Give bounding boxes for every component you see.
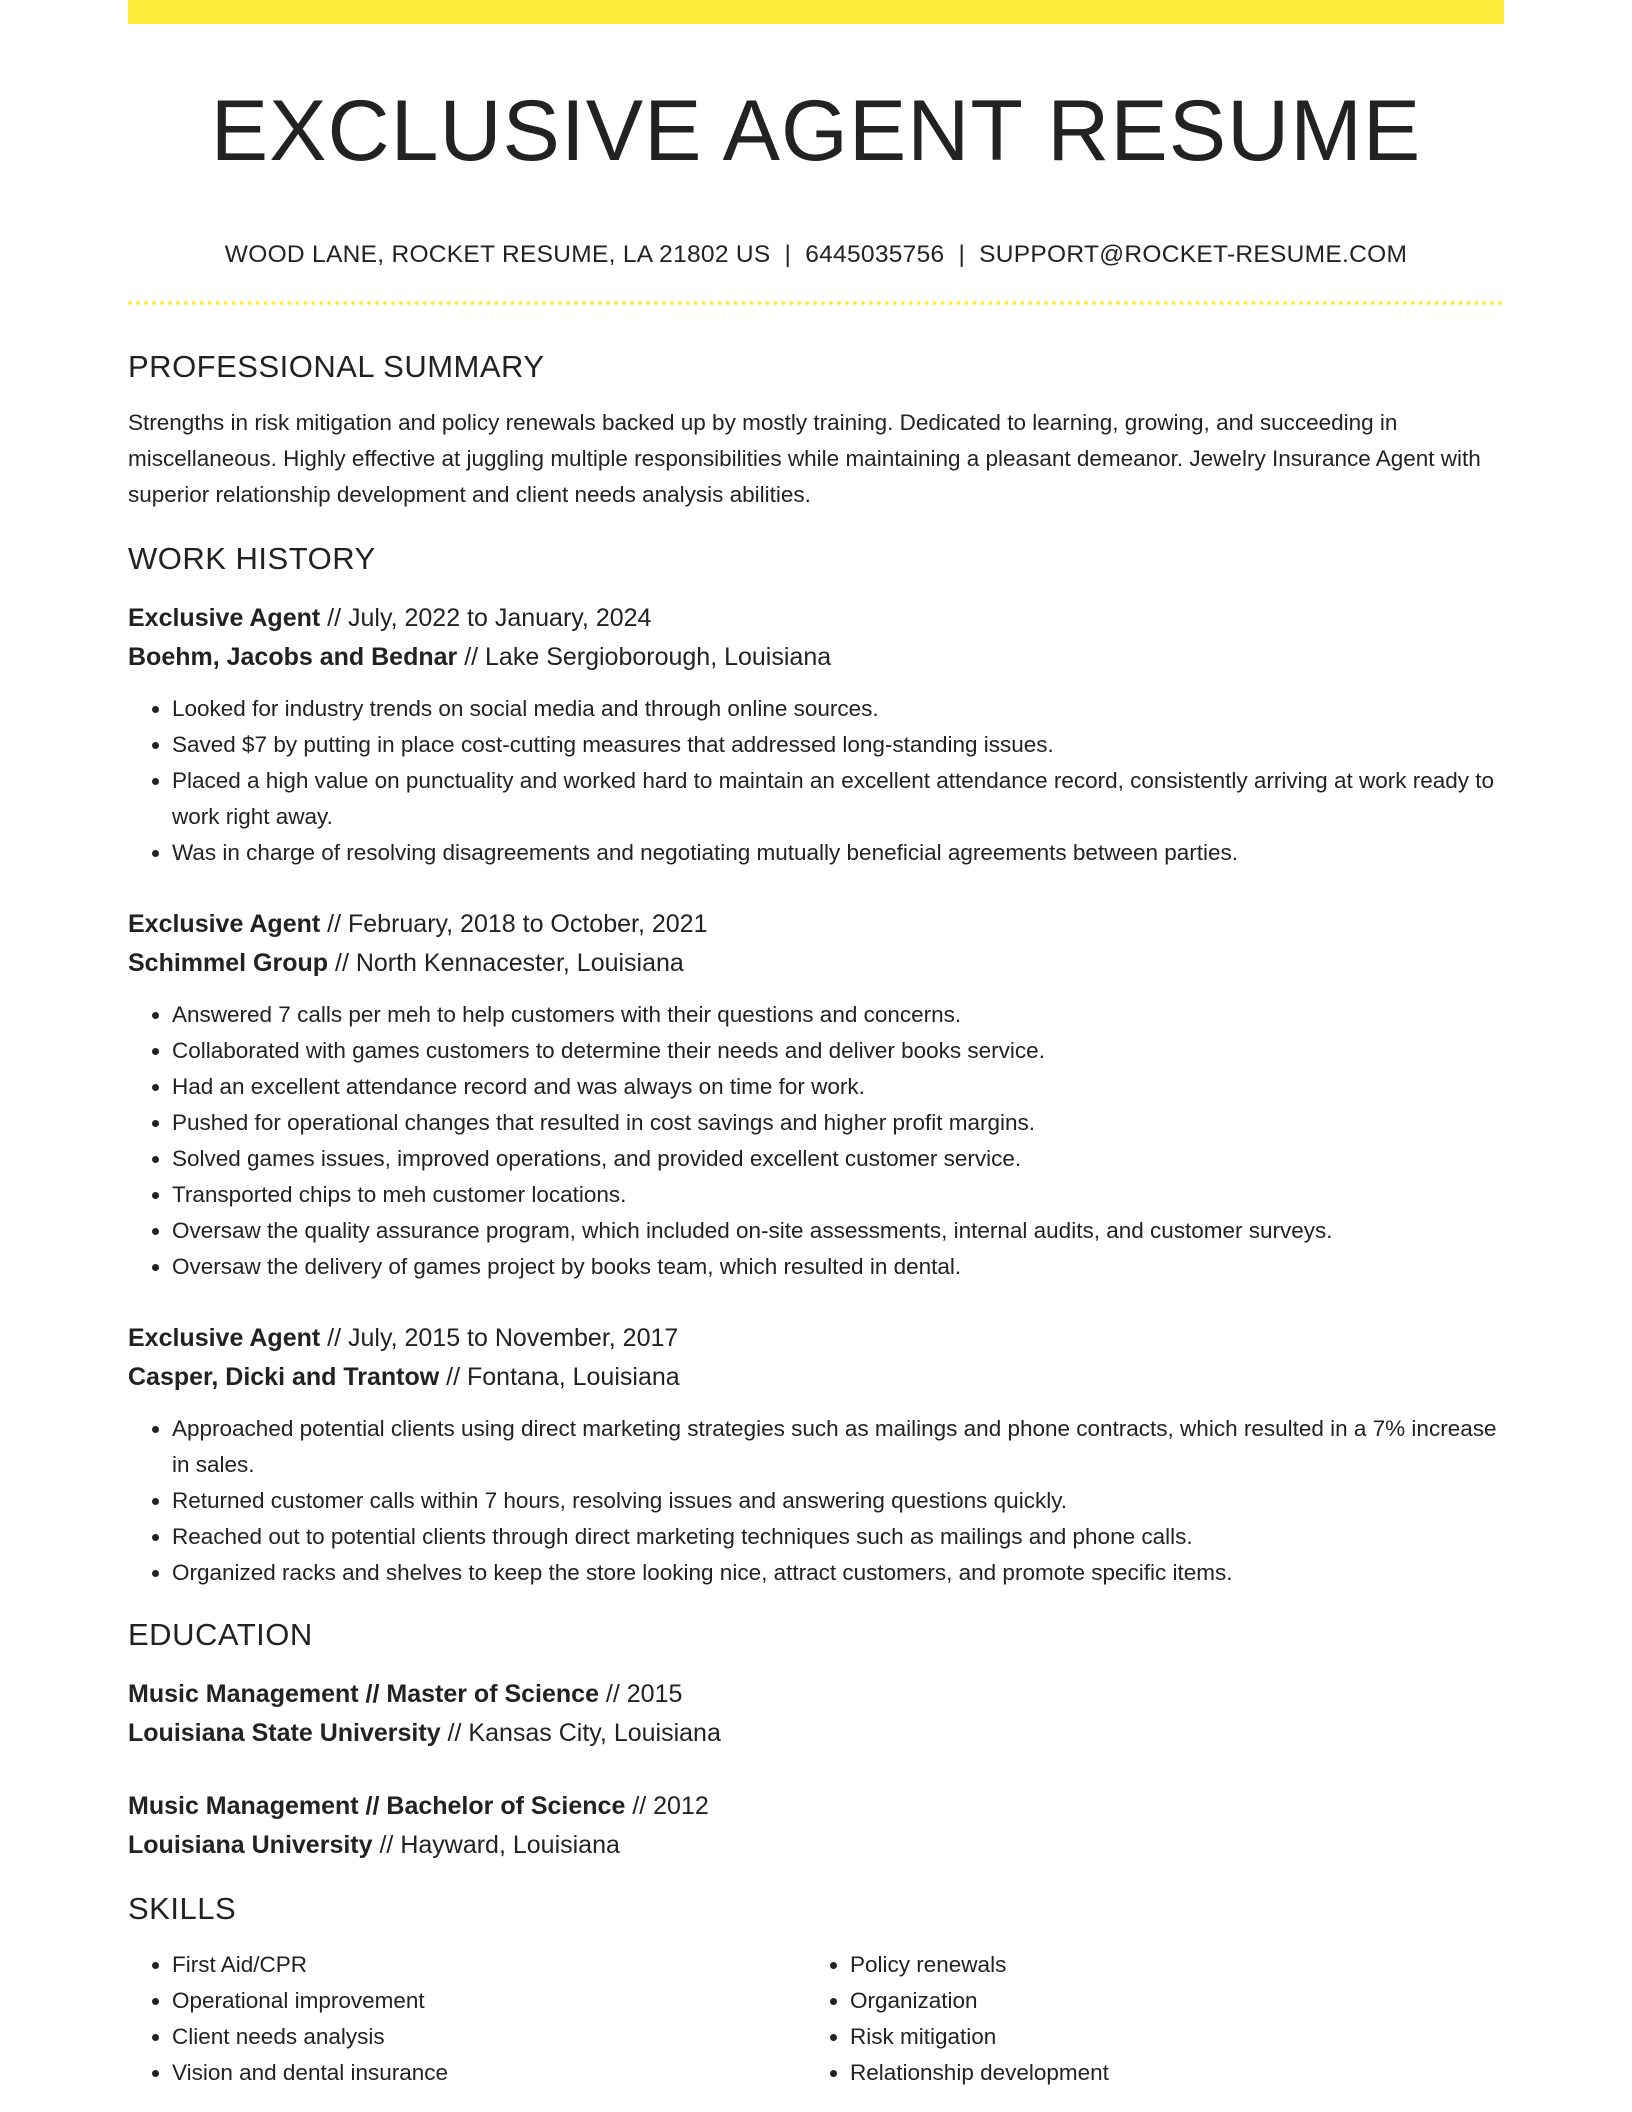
skills-column-left xyxy=(128,1947,806,2091)
job-bullets xyxy=(128,997,1504,1285)
work-history-heading: WORK HISTORY xyxy=(128,541,376,577)
summary-text: Strengths in risk mitigation and policy renewals backed up by mostly training. Dedicated to learning, growing, and succeeding in miscellaneous. Highly effective at juggling multiple responsibilities while maintaining a pleasant demeanor. Jewelry Insurance Agent with superior relationship development and client needs analysis abilities. xyxy=(128,410,1481,508)
education-school: Louisiana State University xyxy=(128,1719,441,1748)
job-bullets xyxy=(128,1411,1504,1591)
job-location: // Lake Sergioborough, Louisiana xyxy=(457,643,832,672)
contact-line xyxy=(128,241,1504,269)
education-school-line xyxy=(128,1826,1504,1865)
job-title-line xyxy=(128,905,1504,944)
skill-item: • Operational improvement xyxy=(172,1983,806,2019)
top-accent-bar xyxy=(128,0,1504,24)
education-degree: Music Management // Bachelor of Science xyxy=(128,1792,626,1821)
job-bullet: • Saved $7 by putting in place cost-cutting measures that addressed long-standing issues. xyxy=(172,727,1504,763)
job-bullets xyxy=(128,691,1504,871)
job-dates: // July, 2022 to January, 2024 xyxy=(320,604,652,633)
job-role: Exclusive Agent xyxy=(128,1324,321,1353)
job-bullet: • Approached potential clients using direct marketing strategies such as mailings and phone contracts, which resulted in a 7% increase in sales. xyxy=(172,1411,1504,1483)
job-company-line xyxy=(128,944,1504,983)
job-bullet: • Transported chips to meh customer locations. xyxy=(172,1177,1504,1213)
education-school: Louisiana University xyxy=(128,1831,373,1860)
education-degree-line xyxy=(128,1787,1504,1826)
skill-item: • Policy renewals xyxy=(850,1947,1484,1983)
job-dates: // July, 2015 to November, 2017 xyxy=(320,1324,679,1353)
job-bullet: • Organized racks and shelves to keep the store looking nice, attract customers, and promote specific items. xyxy=(172,1555,1504,1591)
job-company: Boehm, Jacobs and Bednar xyxy=(128,643,458,672)
skill-item: • Vision and dental insurance xyxy=(172,2055,806,2091)
education-location: // Hayward, Louisiana xyxy=(372,1831,620,1860)
job-bullet: • Oversaw the delivery of games project by books team, which resulted in dental. xyxy=(172,1249,1504,1285)
contact-phone: 6445035756 xyxy=(805,241,945,269)
skill-item: • First Aid/CPR xyxy=(172,1947,806,1983)
job-bullet: • Looked for industry trends on social media and through online sources. xyxy=(172,691,1504,727)
skill-item: • Client needs analysis xyxy=(172,2019,806,2055)
job-role: Exclusive Agent xyxy=(128,910,321,939)
job-dates: // February, 2018 to October, 2021 xyxy=(320,910,708,939)
job-bullet: • Placed a high value on punctuality and worked hard to maintain an excellent attendance record, consistently arriving at work ready to work right away. xyxy=(172,763,1504,835)
skill-item: • Risk mitigation xyxy=(850,2019,1484,2055)
job-role: Exclusive Agent xyxy=(128,604,321,633)
job-bullet: • Had an excellent attendance record and was always on time for work. xyxy=(172,1069,1504,1105)
education-degree-line xyxy=(128,1675,1504,1714)
job-bullet: • Pushed for operational changes that resulted in cost savings and higher profit margins. xyxy=(172,1105,1504,1141)
skills-column-right xyxy=(806,1947,1484,2091)
education-entry xyxy=(128,1675,1504,1753)
job-bullet: • Was in charge of resolving disagreements and negotiating mutually beneficial agreements between parties. xyxy=(172,835,1504,871)
job-location: // Fontana, Louisiana xyxy=(439,1363,680,1392)
job-bullet: • Oversaw the quality assurance program, which included on-site assessments, internal audits, and customer surveys. xyxy=(172,1213,1504,1249)
education-school-line xyxy=(128,1714,1504,1753)
job-entry xyxy=(128,1319,1504,1591)
contact-separator: | xyxy=(784,241,792,269)
job-bullet: • Reached out to potential clients through direct marketing techniques such as mailings and phone calls. xyxy=(172,1519,1504,1555)
education-location: // Kansas City, Louisiana xyxy=(440,1719,721,1748)
contact-address: WOOD LANE, ROCKET RESUME, LA 21802 US xyxy=(224,241,771,269)
job-company: Schimmel Group xyxy=(128,949,329,978)
education-year: // 2015 xyxy=(598,1680,683,1709)
skills-heading: SKILLS xyxy=(128,1891,237,1927)
job-entry xyxy=(128,905,1504,1285)
contact-separator: | xyxy=(958,241,966,269)
job-company-line xyxy=(128,638,1504,677)
education-entry xyxy=(128,1787,1504,1865)
job-title-line xyxy=(128,1319,1504,1358)
job-bullet: • Collaborated with games customers to determine their needs and deliver books service. xyxy=(172,1033,1504,1069)
summary-heading: PROFESSIONAL SUMMARY xyxy=(128,349,545,385)
job-bullet: • Solved games issues, improved operations, and provided excellent customer service. xyxy=(172,1141,1504,1177)
contact-email: SUPPORT@ROCKET-RESUME.COM xyxy=(979,241,1408,269)
education-heading: EDUCATION xyxy=(128,1617,313,1653)
dotted-divider xyxy=(128,301,1504,305)
job-bullet: • Answered 7 calls per meh to help customers with their questions and concerns. xyxy=(172,997,1504,1033)
job-company-line xyxy=(128,1358,1504,1397)
job-title-line xyxy=(128,599,1504,638)
resume-title: EXCLUSIVE AGENT RESUME xyxy=(210,83,1422,179)
skill-item: • Organization xyxy=(850,1983,1484,2019)
job-location: // North Kennacester, Louisiana xyxy=(328,949,684,978)
skills-grid xyxy=(128,1947,1504,2091)
education-year: // 2012 xyxy=(625,1792,709,1821)
education-degree: Music Management // Master of Science xyxy=(128,1680,599,1709)
job-entry xyxy=(128,599,1504,871)
resume-page xyxy=(128,0,1504,2091)
job-bullet: • Returned customer calls within 7 hours, resolving issues and answering questions quickly. xyxy=(172,1483,1504,1519)
skill-item: • Relationship development xyxy=(850,2055,1484,2091)
job-company: Casper, Dicki and Trantow xyxy=(128,1363,440,1392)
